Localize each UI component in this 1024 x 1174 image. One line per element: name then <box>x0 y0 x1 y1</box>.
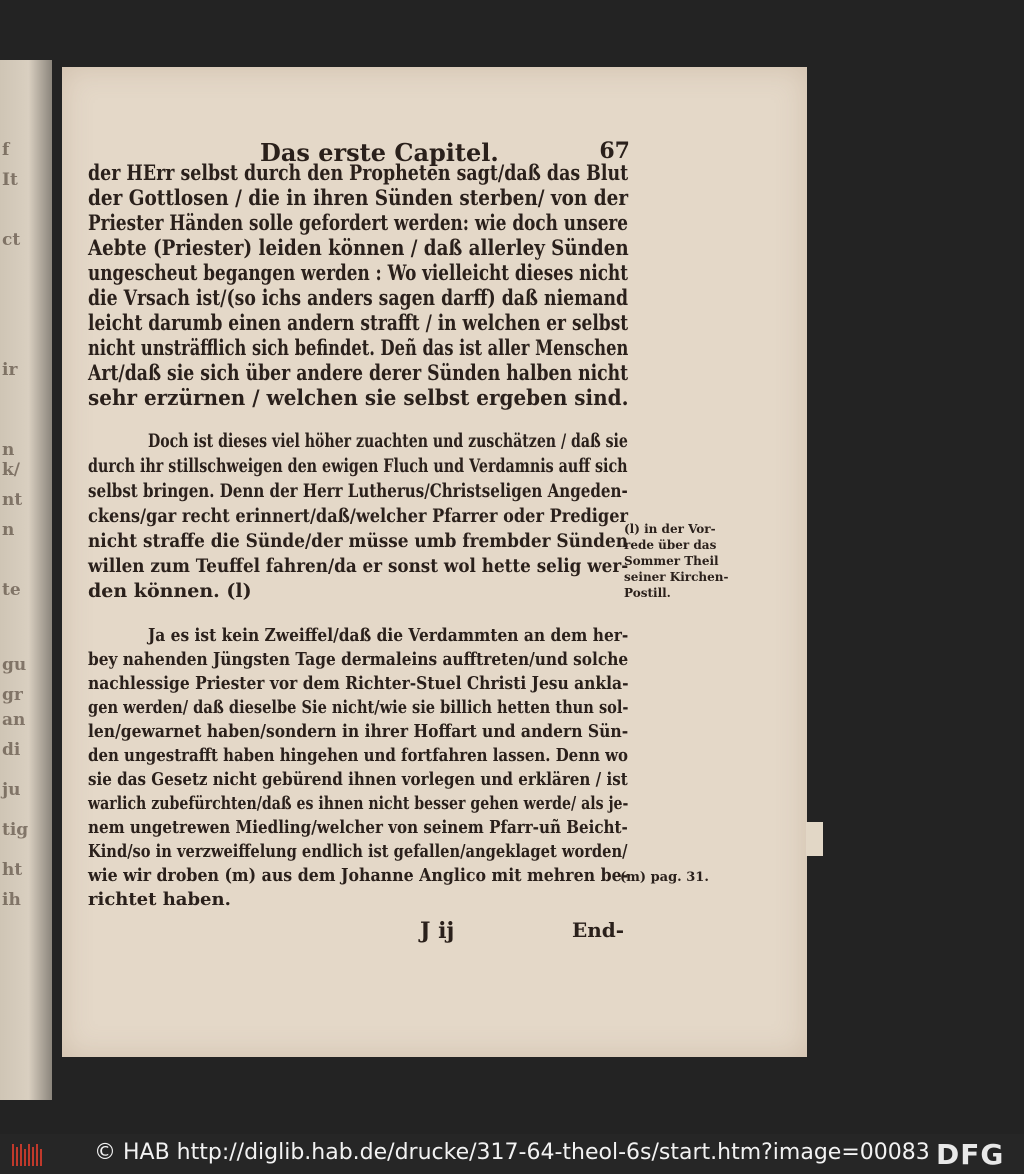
library-logo-icon <box>12 1142 46 1168</box>
page-number: 67 <box>599 138 630 164</box>
text-line: Priester Händen solle gefordert werden: wie doch unsere <box>88 210 629 235</box>
text-line: warlich zubefürchten/daß es ihnen nicht besser gehen werde/ als je- <box>88 793 629 814</box>
text-line: len/gewarnet haben/sondern in ihrer Hoffart und andern Sün- <box>88 721 629 742</box>
text-line: Aebte (Priester) leiden können / daß allerley Sünden <box>88 235 629 260</box>
text-line: ungescheut begangen werden : Wo vielleicht dieses nicht <box>88 260 628 285</box>
margin-note-line: Sommer Theil <box>624 554 719 568</box>
text-line: der HErr selbst durch den Propheten sagt/daß das Blut <box>88 160 629 185</box>
text-line: wie wir droben (m) aus dem Johanne Anglico mit mehren be- <box>88 865 629 886</box>
text-line: nem ungetrewen Miedling/welcher von seinem Pfarr-uñ Beicht- <box>88 817 628 838</box>
text-line: den können. (l) <box>88 580 252 602</box>
text-line: Art/daß sie sich über andere derer Sünden halben nicht <box>88 360 629 385</box>
text-line: die Vrsach ist/(so ichs anders sagen darff) daß niemand <box>88 285 629 310</box>
text-line: Doch ist dieses viel höher zuachten und zuschätzen / daß sie <box>148 430 628 452</box>
page-tab <box>806 822 823 856</box>
text-line: sie das Gesetz nicht gebürend ihnen vorlegen und erklären / ist <box>88 769 628 790</box>
text-line: den ungestrafft haben hingehen und fortfahren lassen. Denn wo <box>88 745 629 766</box>
text-line: sehr erzürnen / welchen sie selbst ergeben sind. <box>88 385 629 410</box>
dfg-logo: DFG <box>936 1138 1005 1171</box>
copyright-link[interactable]: © HAB http://diglib.hab.de/drucke/317-64-theol-6s/start.htm?image=00083 <box>94 1140 930 1165</box>
text-line: bey nahenden Jüngsten Tage dermaleins aufftreten/und solche <box>88 649 629 670</box>
footer-bar <box>0 1134 1024 1174</box>
text-line: der Gottlosen / die in ihren Sünden sterben/ von der <box>88 185 629 210</box>
text-line: nicht straffe die Sünde/der müsse umb frembder Sünden <box>88 530 629 552</box>
text-line: Ja es ist kein Zweiffel/daß die Verdammten an dem her- <box>148 625 629 646</box>
text-line: durch ihr stillschweigen den ewigen Fluch und Verdamnis auff sich <box>88 455 628 477</box>
margin-note-m: (m) pag. 31. <box>620 870 709 885</box>
margin-note-line: rede über das <box>624 538 717 552</box>
text-line: gen werden/ daß dieselbe Sie nicht/wie sie billich hetten thun sol- <box>88 697 629 718</box>
margin-note-line: Postill. <box>624 586 671 600</box>
signature-mark: J ij <box>420 918 455 944</box>
text-line: nachlessige Priester vor dem Richter-Stuel Christi Jesu ankla- <box>88 673 629 694</box>
text-line: nicht unsträfflich sich befindet. Deñ das ist aller Menschen <box>88 335 629 360</box>
text-line: ckens/gar recht erinnert/daß/welcher Pfarrer oder Prediger <box>88 505 629 527</box>
text-line: leicht darumb einen andern strafft / in welchen er selbst <box>88 310 629 335</box>
text-line: Kind/so in verzweiffelung endlich ist gefallen/angeklaget worden/ <box>88 841 628 862</box>
catchword: End- <box>572 918 625 942</box>
text-line: willen zum Teuffel fahren/da er sonst wol hette selig wer- <box>88 555 629 577</box>
margin-note-line: (l) in der Vor- <box>624 522 716 536</box>
text-line: selbst bringen. Denn der Herr Lutherus/Christseligen Angeden- <box>88 480 628 502</box>
margin-note-line: seiner Kirchen- <box>624 570 729 584</box>
text-line: richtet haben. <box>88 889 231 910</box>
previous-page-edge: f It ct ir n k/ nt n te gu gr an di ju tig ht ih <box>0 60 52 1100</box>
chapter-title: Das erste Capitel. <box>260 138 499 167</box>
